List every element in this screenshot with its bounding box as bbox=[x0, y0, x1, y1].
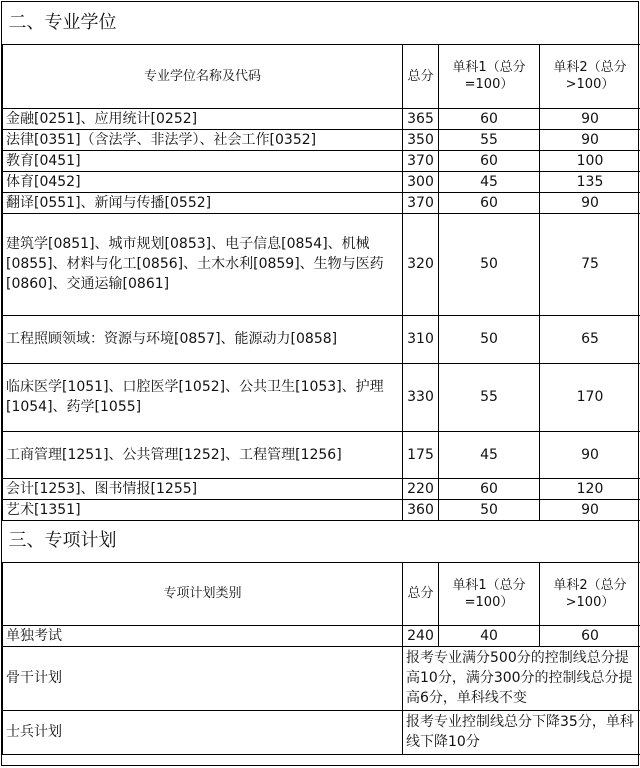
header-total: 总分 bbox=[403, 562, 439, 625]
row-single2: 170 bbox=[540, 363, 640, 431]
header-single2: 单科2（总分>100） bbox=[540, 44, 640, 108]
row-single2: 120 bbox=[540, 478, 640, 499]
row-single1: 55 bbox=[439, 363, 540, 431]
row-name: 士兵计划 bbox=[3, 710, 403, 754]
row-single2: 60 bbox=[540, 625, 640, 646]
table-row bbox=[3, 171, 640, 192]
row-name: 临床医学[1051]、口腔医学[1052]、公共卫生[1053]、护理[1054]、药学[1055] bbox=[3, 363, 403, 431]
header-single2: 单科2（总分>100） bbox=[540, 562, 640, 625]
row-single2: 75 bbox=[540, 213, 640, 315]
table-row bbox=[3, 192, 640, 213]
row-total: 360 bbox=[403, 499, 439, 520]
row-single1: 45 bbox=[439, 171, 540, 192]
row-total: 330 bbox=[403, 363, 439, 431]
row-single1: 60 bbox=[439, 192, 540, 213]
row-single1: 50 bbox=[439, 499, 540, 520]
row-single1: 60 bbox=[439, 108, 540, 129]
header-degree-name: 专业学位名称及代码 bbox=[3, 44, 403, 108]
header-special-name: 专项计划类别 bbox=[3, 562, 403, 625]
table-row bbox=[3, 108, 640, 129]
header-total: 总分 bbox=[403, 44, 439, 108]
row-single1: 45 bbox=[439, 431, 540, 478]
table-row bbox=[3, 363, 640, 431]
table-row bbox=[3, 315, 640, 363]
row-name: 艺术[1351] bbox=[3, 499, 403, 520]
row-total: 320 bbox=[403, 213, 439, 315]
row-single1: 60 bbox=[439, 150, 540, 171]
row-total: 370 bbox=[403, 150, 439, 171]
row-single1: 40 bbox=[439, 625, 540, 646]
row-name: 会计[1253]、图书情报[1255] bbox=[3, 478, 403, 499]
header-single1: 单科1（总分=100） bbox=[439, 44, 540, 108]
table-row bbox=[3, 625, 640, 646]
row-name: 骨干计划 bbox=[3, 646, 403, 710]
table-row bbox=[3, 213, 640, 315]
row-total: 365 bbox=[403, 108, 439, 129]
table-row bbox=[3, 478, 640, 499]
score-table bbox=[2, 2, 640, 755]
table-row bbox=[3, 431, 640, 478]
row-total: 370 bbox=[403, 192, 439, 213]
row-single2: 65 bbox=[540, 315, 640, 363]
row-single1: 60 bbox=[439, 478, 540, 499]
row-single2: 100 bbox=[540, 150, 640, 171]
row-name: 工程照顾领域：资源与环境[0857]、能源动力[0858] bbox=[3, 315, 403, 363]
row-total: 350 bbox=[403, 129, 439, 150]
row-name: 工商管理[1251]、公共管理[1252]、工程管理[1256] bbox=[3, 431, 403, 478]
row-single2: 90 bbox=[540, 192, 640, 213]
row-single1: 55 bbox=[439, 129, 540, 150]
row-single2: 135 bbox=[540, 171, 640, 192]
row-name: 法律[0351]（含法学、非法学）、社会工作[0352] bbox=[3, 129, 403, 150]
row-single1: 50 bbox=[439, 213, 540, 315]
section-title-special: 三、专项计划 bbox=[3, 520, 640, 562]
table-row bbox=[3, 710, 640, 754]
row-name: 翻译[0551]、新闻与传播[0552] bbox=[3, 192, 403, 213]
row-total: 240 bbox=[403, 625, 439, 646]
row-total: 300 bbox=[403, 171, 439, 192]
table-row bbox=[3, 150, 640, 171]
row-name: 教育[0451] bbox=[3, 150, 403, 171]
row-name: 建筑学[0851]、城市规划[0853]、电子信息[0854]、机械[0855]、材料与化工[0856]、土木水利[0859]、生物与医药[0860]、交通运输[0861] bbox=[3, 213, 403, 315]
header-single1: 单科1（总分=100） bbox=[439, 562, 540, 625]
section-title-degree: 二、专业学位 bbox=[3, 2, 640, 44]
row-total: 220 bbox=[403, 478, 439, 499]
row-name: 体育[0452] bbox=[3, 171, 403, 192]
row-note: 报考专业满分500分的控制线总分提高10分，满分300分的控制线总分提高6分，单科线不变 bbox=[403, 646, 640, 710]
row-total: 175 bbox=[403, 431, 439, 478]
row-single2: 90 bbox=[540, 129, 640, 150]
row-name: 金融[0251]、应用统计[0252] bbox=[3, 108, 403, 129]
table-row bbox=[3, 129, 640, 150]
row-single2: 90 bbox=[540, 108, 640, 129]
row-single1: 50 bbox=[439, 315, 540, 363]
row-name: 单独考试 bbox=[3, 625, 403, 646]
row-single2: 90 bbox=[540, 431, 640, 478]
row-note: 报考专业控制线总分下降35分，单科线下降10分 bbox=[403, 710, 640, 754]
score-document bbox=[1, 1, 639, 766]
table-row bbox=[3, 646, 640, 710]
table-row bbox=[3, 499, 640, 520]
row-total: 310 bbox=[403, 315, 439, 363]
row-single2: 90 bbox=[540, 499, 640, 520]
